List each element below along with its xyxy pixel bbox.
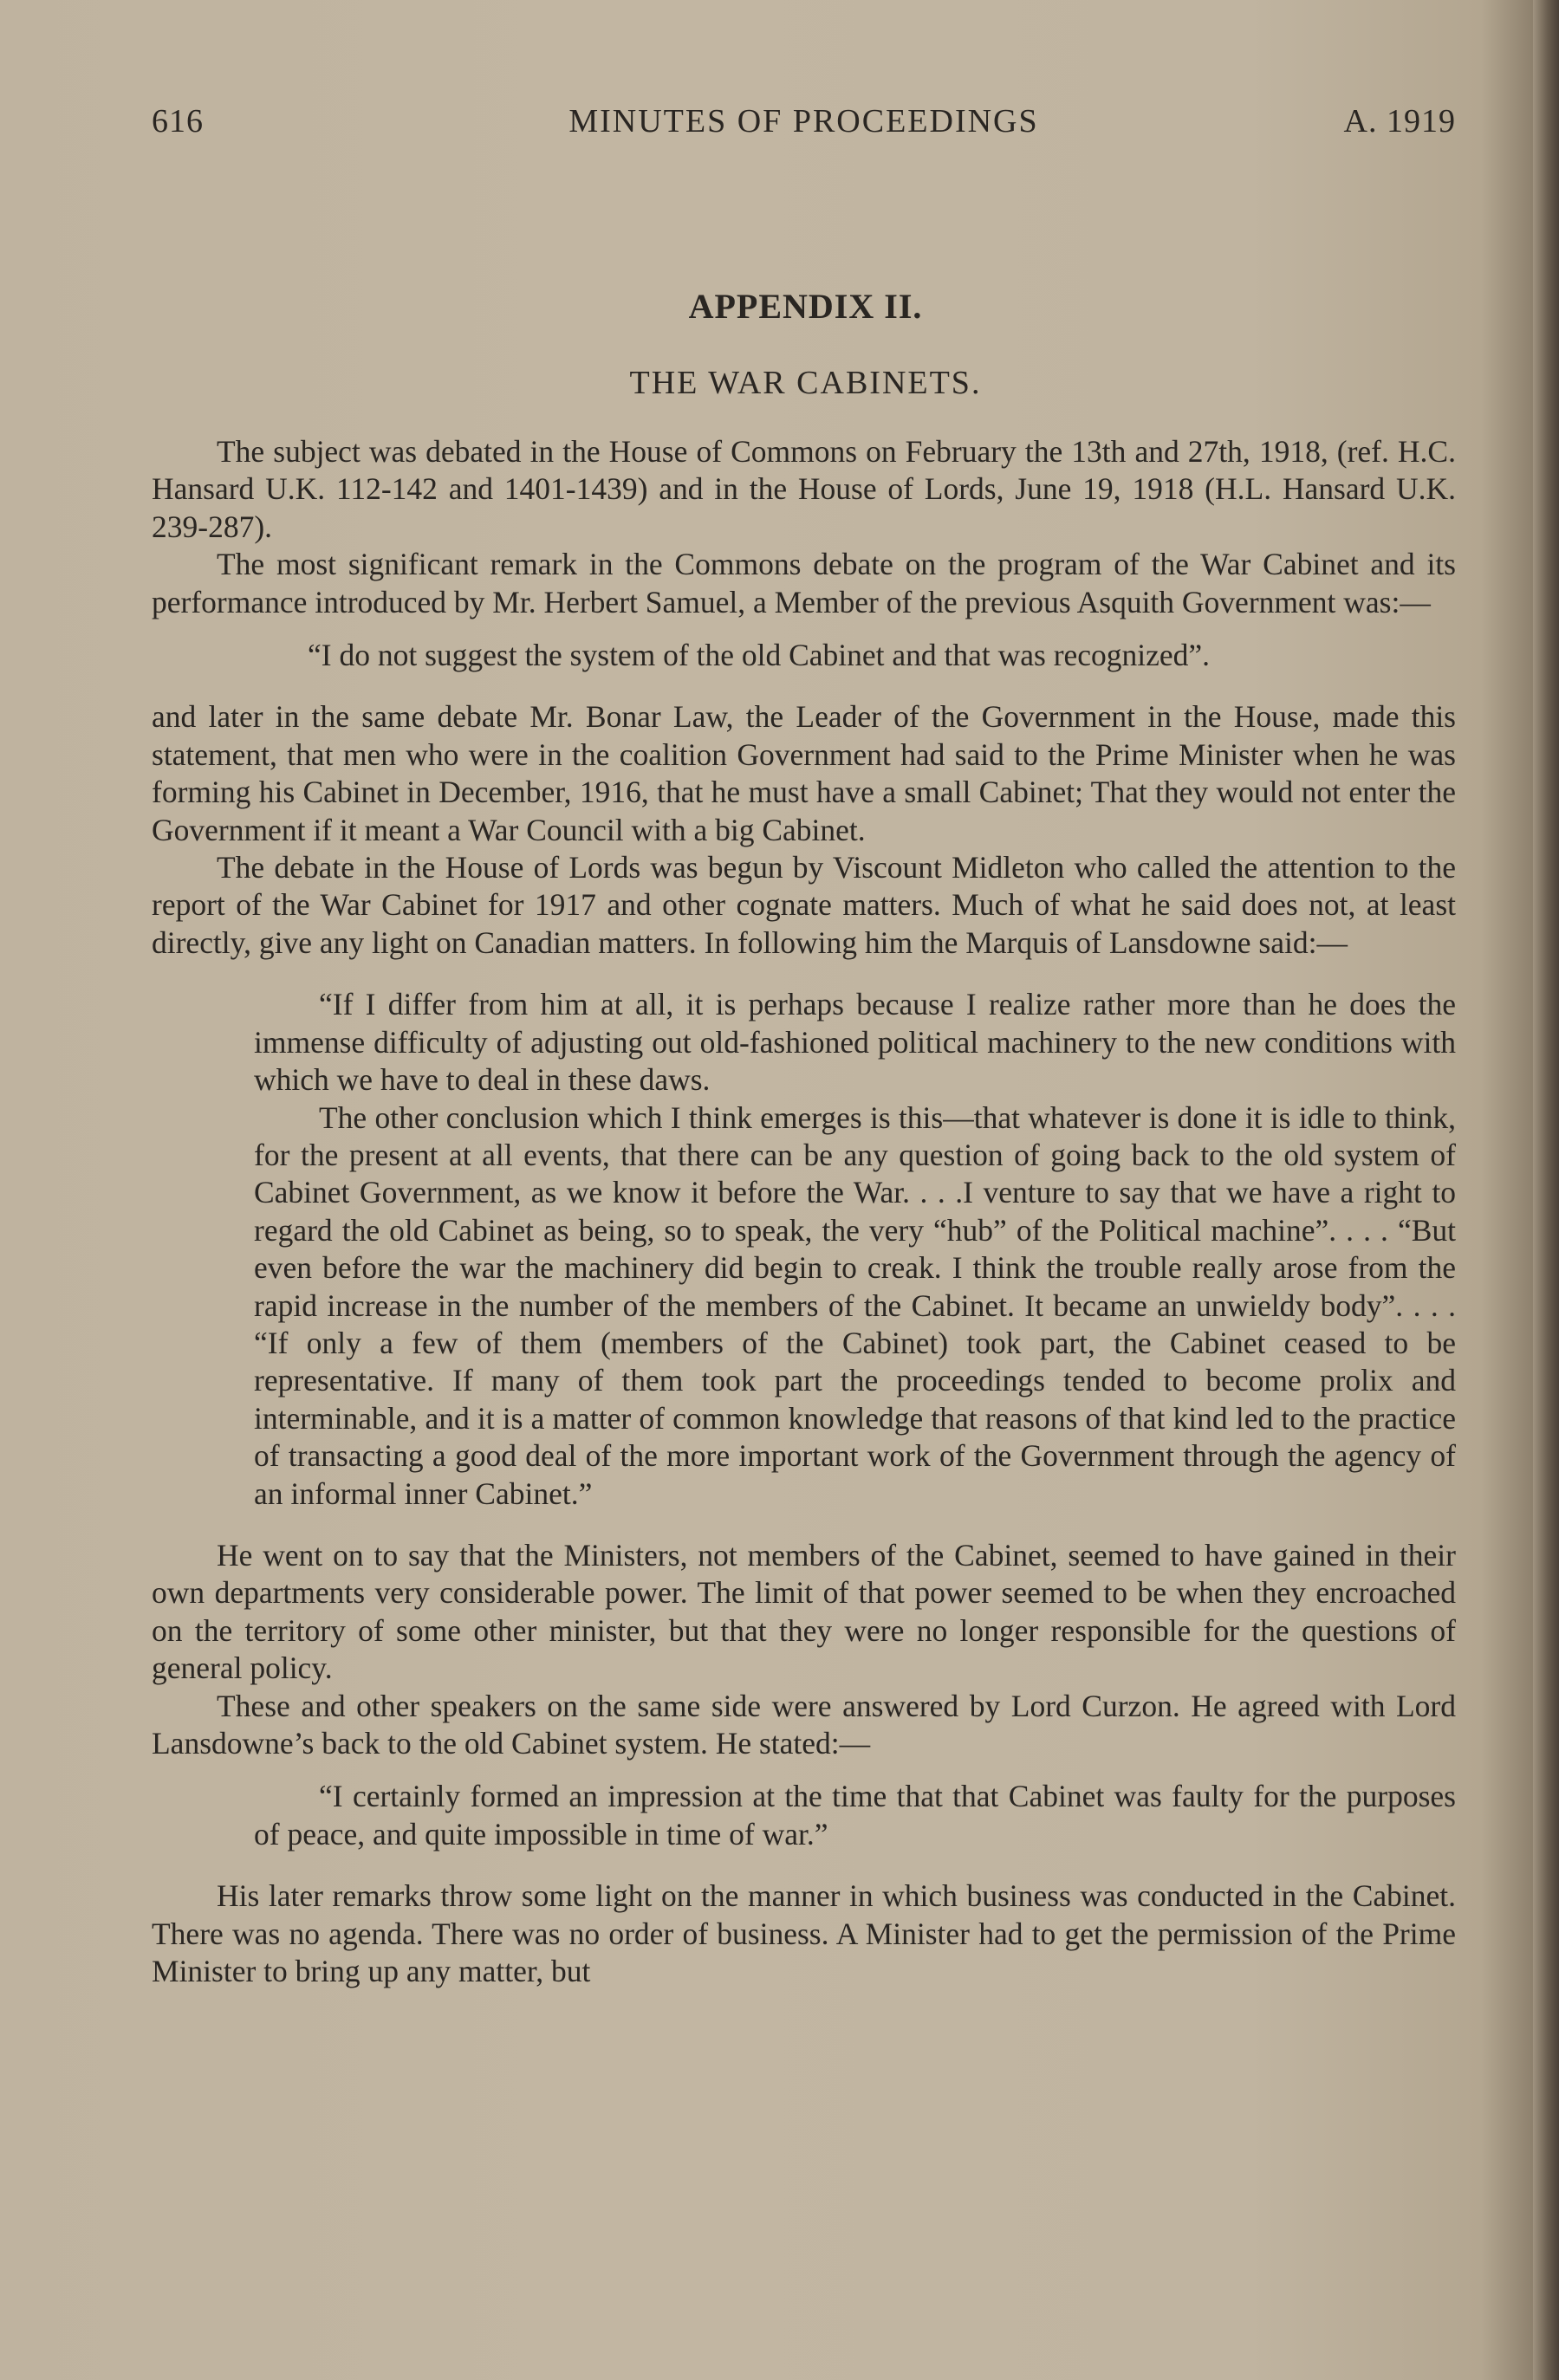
quote-samuel: “I do not suggest the system of the old Cabinet and that was recognized”. bbox=[308, 638, 1211, 673]
paragraph-7: His later remarks throw some light on the manner in which business was conducted in the Cabinet. There was no agenda. There was no order of business. A Minister had to get the permission of the Prime Minister to bring up any matter, but bbox=[152, 1878, 1456, 1989]
paragraph-4: The debate in the House of Lords was begun by Viscount Midleton who called the attention to the report of the War Cabinet for 1917 and other cognate matters. Much of what he said does not, at least directly, give any light on Canadian matters. In following him the Marquis of Lansdowne said:— bbox=[152, 850, 1456, 960]
paragraph-1: The subject was debated in the House of Commons on February the 13th and 27th, 1918, (ref. H.C. Hansard U.K. 112-142 and 1401-1439) and in the House of Lords, June 19, 1918 (H.L. Hansard U.K. 239-287). bbox=[152, 434, 1456, 544]
paragraph-2: The most significant remark in the Commons debate on the program of the War Cabinet and its performance introduced by Mr. Herbert Samuel, a Member of the previous Asquith Government was:— bbox=[152, 547, 1456, 619]
quote-lansdowne-part-2: The other conclusion which I think emerges is this—that whatever is done it is idle to think, for the present at all events, that there can be any question of going back to the old system of Cabinet Government, as we know it before the War. . . .I venture to say that we have a right to regard the old Cabinet as being, so to speak, the very “hub” of the Political machine”. . . . “But even before the war the machinery did begin to creak. I think the trouble really arose from the rapid increase in the number of the members of the Cabinet. It became an unwieldy body”. . . . “If only a few of them (members of the Cabinet) took part, the Cabinet ceased to be representative. If many of them took part the proceedings tended to become prolix and interminable, and it is a matter of common knowledge that reasons of that kind led to the practice of transacting a good deal of the more important work of the Government through the agency of an informal inner Cabinet.” bbox=[254, 1099, 1456, 1511]
paragraph-5: He went on to say that the Ministers, not members of the Cabinet, seemed to have gained in their own departments very considerable power. The limit of that power seemed to be when they encroached on the territory of some other minister, but that they were no longer responsible for the questions of general policy. bbox=[152, 1537, 1456, 1686]
body-text bbox=[152, 433, 1456, 1990]
running-title: MINUTES OF PROCEEDINGS bbox=[568, 103, 1039, 139]
header-year: A. 1919 bbox=[1343, 103, 1456, 139]
paragraph-3: and later in the same debate Mr. Bonar Law, the Leader of the Government in the House, made this statement, that men who were in the coalition Government had said to the Prime Minister when he was forming his Cabinet in December, 1916, that he must have a small Cabinet; That they would not enter the Government if it meant a War Council with a big Cabinet. bbox=[152, 699, 1456, 847]
appendix-title: APPENDIX II. bbox=[688, 287, 923, 326]
paragraph-6: These and other speakers on the same side were answered by Lord Curzon. He agreed with Lord Lansdowne’s back to the old Cabinet system. He stated:— bbox=[152, 1688, 1456, 1761]
page-number: 616 bbox=[152, 103, 204, 139]
section-title: THE WAR CABINETS. bbox=[629, 365, 982, 401]
quote-lansdowne-part-1: “If I differ from him at all, it is perhaps because I realize rather more than he does the immense difficulty of adjusting out old-fashioned political machinery to the new conditions with which we have to deal in these daws. bbox=[254, 987, 1456, 1098]
running-header bbox=[152, 102, 1456, 146]
quote-curzon: “I certainly formed an impression at the time that that Cabinet was faulty for the purposes of peace, and quite impossible in time of war.” bbox=[254, 1779, 1456, 1851]
book-spine-edge bbox=[1533, 0, 1559, 2380]
